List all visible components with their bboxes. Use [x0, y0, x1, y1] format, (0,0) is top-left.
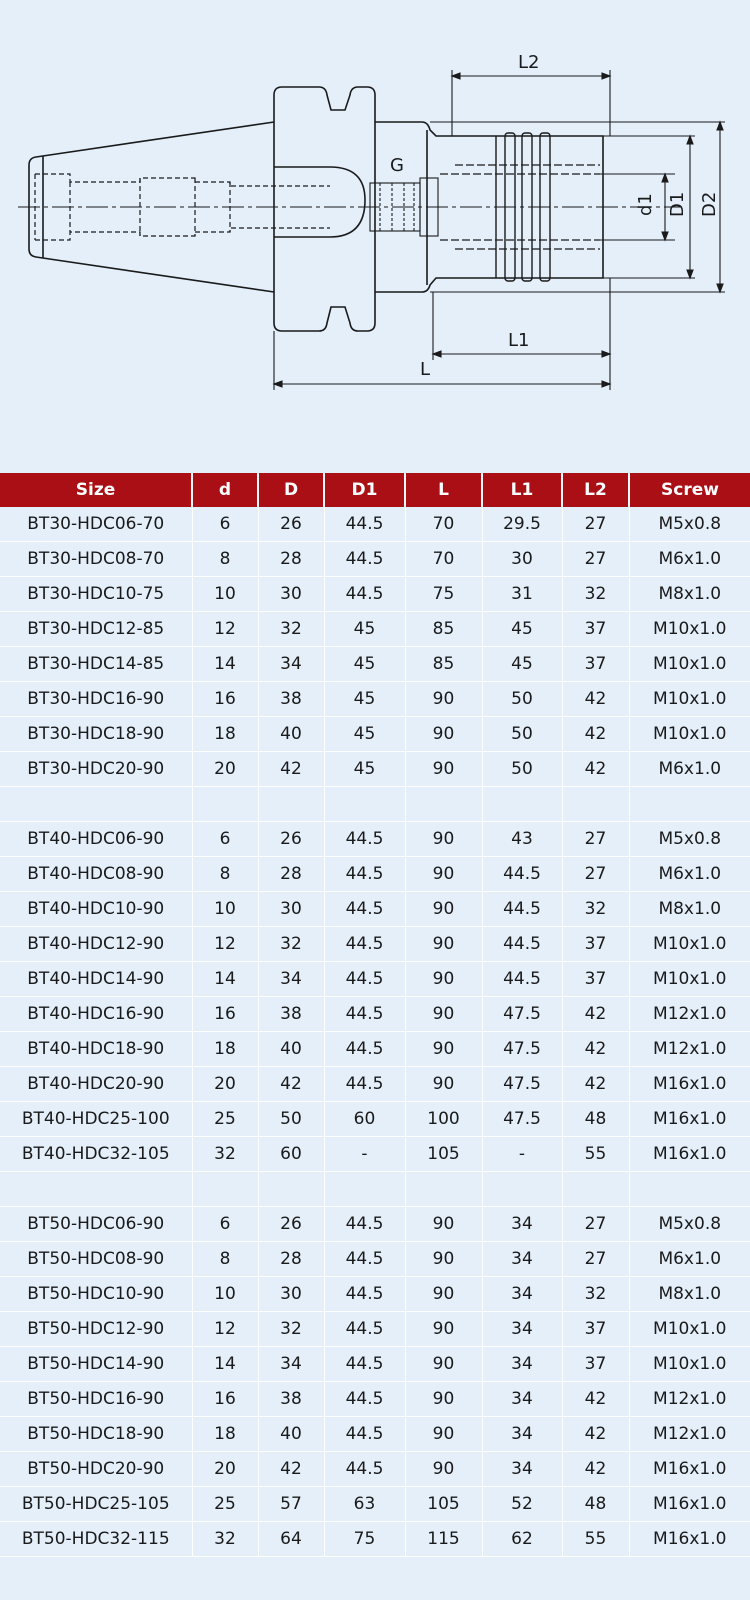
cell-size: BT50-HDC14-90: [0, 1347, 192, 1382]
cell-L2: 27: [562, 507, 629, 542]
cell-D1: 63: [324, 1487, 405, 1522]
cell-L1: 44.5: [482, 892, 562, 927]
cell-L: 100: [405, 1102, 482, 1137]
cell-L: 90: [405, 857, 482, 892]
table-row: [0, 682, 750, 717]
label-d1-large: D1: [667, 191, 688, 217]
flange: [274, 87, 375, 331]
cell-d: 8: [192, 542, 258, 577]
table-row: [0, 927, 750, 962]
cell-L2: 37: [562, 1312, 629, 1347]
cell-d: 10: [192, 1277, 258, 1312]
cell-size: BT40-HDC08-90: [0, 857, 192, 892]
cell-d: 10: [192, 892, 258, 927]
tool-holder-drawing: [0, 0, 750, 470]
cell-D1: 44.5: [324, 1207, 405, 1242]
cell-screw: M16x1.0: [629, 1137, 750, 1172]
cell-L2: 48: [562, 1487, 629, 1522]
label-g: G: [390, 155, 404, 176]
cell-L: 90: [405, 1347, 482, 1382]
cell-D1: [324, 787, 405, 822]
cell-screw: M8x1.0: [629, 892, 750, 927]
cell-size: BT40-HDC14-90: [0, 962, 192, 997]
cell-d: 12: [192, 927, 258, 962]
cell-D: 50: [258, 1102, 324, 1137]
cell-L2: 55: [562, 1522, 629, 1557]
cell-L2: 42: [562, 1382, 629, 1417]
cell-D: 32: [258, 1312, 324, 1347]
cell-L: 85: [405, 647, 482, 682]
cell-screw: M12x1.0: [629, 997, 750, 1032]
cell-D1: 44.5: [324, 822, 405, 857]
cell-D: 40: [258, 1032, 324, 1067]
cell-L: 75: [405, 577, 482, 612]
cell-L2: 48: [562, 1102, 629, 1137]
cell-L: 105: [405, 1487, 482, 1522]
cell-D: [258, 787, 324, 822]
cell-L1: -: [482, 1137, 562, 1172]
cell-size: [0, 1172, 192, 1207]
cell-screw: M12x1.0: [629, 1382, 750, 1417]
cell-size: BT50-HDC20-90: [0, 1452, 192, 1487]
cell-L1: 34: [482, 1277, 562, 1312]
cell-L2: 37: [562, 1347, 629, 1382]
cell-L1: 44.5: [482, 927, 562, 962]
cell-size: BT50-HDC06-90: [0, 1207, 192, 1242]
cell-D1: 44.5: [324, 1382, 405, 1417]
table-row: [0, 1382, 750, 1417]
cell-L2: 32: [562, 1277, 629, 1312]
header-D1: D1: [324, 473, 405, 507]
cell-L2: 32: [562, 577, 629, 612]
table-row: [0, 717, 750, 752]
cell-L1: 29.5: [482, 507, 562, 542]
cell-screw: M16x1.0: [629, 1452, 750, 1487]
cell-L1: 34: [482, 1242, 562, 1277]
cell-D: 26: [258, 822, 324, 857]
cell-screw: M10x1.0: [629, 1312, 750, 1347]
cell-L1: [482, 787, 562, 822]
cell-d: 12: [192, 612, 258, 647]
cell-d: 20: [192, 1452, 258, 1487]
cell-screw: M12x1.0: [629, 1417, 750, 1452]
cell-D1: 44.5: [324, 1452, 405, 1487]
cell-size: BT40-HDC25-100: [0, 1102, 192, 1137]
cell-L: [405, 1172, 482, 1207]
cell-L1: 30: [482, 542, 562, 577]
cell-D: 42: [258, 1067, 324, 1102]
cell-L1: 50: [482, 682, 562, 717]
cell-D1: 44.5: [324, 927, 405, 962]
cell-L: 90: [405, 717, 482, 752]
header-L: L: [405, 473, 482, 507]
cell-D1: -: [324, 1137, 405, 1172]
cell-D: 38: [258, 997, 324, 1032]
cell-size: BT50-HDC32-115: [0, 1522, 192, 1557]
cell-screw: M10x1.0: [629, 612, 750, 647]
cell-D1: 44.5: [324, 1242, 405, 1277]
cell-L: 90: [405, 1312, 482, 1347]
cell-size: BT40-HDC18-90: [0, 1032, 192, 1067]
cell-d: 12: [192, 1312, 258, 1347]
cell-D1: 44.5: [324, 507, 405, 542]
cell-d: 16: [192, 682, 258, 717]
cell-L1: 45: [482, 647, 562, 682]
cell-screw: M16x1.0: [629, 1102, 750, 1137]
cell-d: 32: [192, 1137, 258, 1172]
cell-d: 25: [192, 1102, 258, 1137]
dimension-lines: [274, 70, 725, 390]
cell-size: BT40-HDC06-90: [0, 822, 192, 857]
cell-L2: 37: [562, 962, 629, 997]
cell-L2: 42: [562, 717, 629, 752]
cell-D1: 44.5: [324, 1032, 405, 1067]
cell-size: BT40-HDC10-90: [0, 892, 192, 927]
table-row: [0, 1207, 750, 1242]
cell-D: 26: [258, 1207, 324, 1242]
cell-d: 14: [192, 962, 258, 997]
cell-D: 28: [258, 1242, 324, 1277]
cell-D: [258, 1172, 324, 1207]
cell-screw: M5x0.8: [629, 1207, 750, 1242]
cell-L1: 47.5: [482, 1067, 562, 1102]
cell-L1: 50: [482, 717, 562, 752]
cell-L2: 42: [562, 1032, 629, 1067]
cell-L: 90: [405, 1067, 482, 1102]
table-row: [0, 997, 750, 1032]
cell-screw: M12x1.0: [629, 1032, 750, 1067]
cell-L2: 37: [562, 927, 629, 962]
header-L1: L1: [482, 473, 562, 507]
cell-screw: [629, 1172, 750, 1207]
cell-L1: 34: [482, 1452, 562, 1487]
table-row: [0, 1452, 750, 1487]
cell-screw: [629, 787, 750, 822]
table-row: [0, 542, 750, 577]
cell-D: 30: [258, 892, 324, 927]
table-row: [0, 1032, 750, 1067]
technical-drawing-svg: [0, 0, 750, 470]
cell-size: BT50-HDC08-90: [0, 1242, 192, 1277]
cell-D: 38: [258, 1382, 324, 1417]
specification-table: [0, 473, 750, 1557]
cell-L: 90: [405, 1382, 482, 1417]
cell-L1: 44.5: [482, 962, 562, 997]
cell-D: 40: [258, 1417, 324, 1452]
cell-size: BT30-HDC12-85: [0, 612, 192, 647]
cell-D: 60: [258, 1137, 324, 1172]
cell-size: BT30-HDC08-70: [0, 542, 192, 577]
table-row: [0, 1102, 750, 1137]
cell-L: 90: [405, 892, 482, 927]
cell-screw: M5x0.8: [629, 507, 750, 542]
cell-size: BT50-HDC10-90: [0, 1277, 192, 1312]
cell-D1: 75: [324, 1522, 405, 1557]
cell-screw: M8x1.0: [629, 1277, 750, 1312]
cell-L1: 52: [482, 1487, 562, 1522]
cell-L1: 47.5: [482, 1102, 562, 1137]
header-L2: L2: [562, 473, 629, 507]
cell-d: 20: [192, 752, 258, 787]
cell-d: 18: [192, 717, 258, 752]
cell-D1: 44.5: [324, 1312, 405, 1347]
cell-size: BT40-HDC20-90: [0, 1067, 192, 1102]
cell-screw: M6x1.0: [629, 857, 750, 892]
cell-L1: 47.5: [482, 1032, 562, 1067]
table-row: [0, 822, 750, 857]
cell-L: 90: [405, 752, 482, 787]
cell-D: 42: [258, 752, 324, 787]
cell-D1: 45: [324, 752, 405, 787]
cell-L1: 34: [482, 1382, 562, 1417]
cell-L: 90: [405, 1277, 482, 1312]
cell-screw: M16x1.0: [629, 1522, 750, 1557]
cell-L: 90: [405, 822, 482, 857]
cell-d: 16: [192, 1382, 258, 1417]
cell-size: BT30-HDC20-90: [0, 752, 192, 787]
cell-screw: M6x1.0: [629, 752, 750, 787]
table-row: [0, 892, 750, 927]
cell-size: BT50-HDC25-105: [0, 1487, 192, 1522]
cell-D1: 44.5: [324, 997, 405, 1032]
cell-L: 90: [405, 1452, 482, 1487]
cell-L2: 55: [562, 1137, 629, 1172]
label-l1: L1: [508, 330, 530, 351]
cell-d: 6: [192, 1207, 258, 1242]
cell-screw: M10x1.0: [629, 927, 750, 962]
cell-screw: M6x1.0: [629, 542, 750, 577]
cell-size: BT30-HDC16-90: [0, 682, 192, 717]
cell-d: 8: [192, 1242, 258, 1277]
cell-D1: 60: [324, 1102, 405, 1137]
cell-size: BT30-HDC06-70: [0, 507, 192, 542]
table-spacer-row: [0, 787, 750, 822]
cell-L: 105: [405, 1137, 482, 1172]
cell-screw: M10x1.0: [629, 682, 750, 717]
cell-D: 64: [258, 1522, 324, 1557]
cell-D1: 45: [324, 717, 405, 752]
cell-d: 8: [192, 857, 258, 892]
header-D: D: [258, 473, 324, 507]
label-d2: D2: [699, 191, 720, 217]
cell-D: 38: [258, 682, 324, 717]
cell-D1: 45: [324, 682, 405, 717]
table-row: [0, 647, 750, 682]
cell-size: BT50-HDC12-90: [0, 1312, 192, 1347]
cell-L: 90: [405, 1207, 482, 1242]
cell-D: 40: [258, 717, 324, 752]
cell-L: 90: [405, 682, 482, 717]
cell-D1: 44.5: [324, 577, 405, 612]
cell-D1: 44.5: [324, 892, 405, 927]
cell-d: 14: [192, 647, 258, 682]
cell-L2: 27: [562, 822, 629, 857]
cell-L2: 42: [562, 752, 629, 787]
table-row: [0, 1242, 750, 1277]
cell-L1: [482, 1172, 562, 1207]
cell-L2: 32: [562, 892, 629, 927]
cell-D1: 44.5: [324, 1067, 405, 1102]
cell-size: BT40-HDC32-105: [0, 1137, 192, 1172]
cell-L2: [562, 1172, 629, 1207]
table-row: [0, 752, 750, 787]
cell-d: 25: [192, 1487, 258, 1522]
cell-screw: M5x0.8: [629, 822, 750, 857]
cell-D1: 44.5: [324, 1347, 405, 1382]
cell-L: 90: [405, 1032, 482, 1067]
cell-d: 18: [192, 1032, 258, 1067]
table-row: [0, 1067, 750, 1102]
cell-L1: 34: [482, 1417, 562, 1452]
table-row: [0, 1277, 750, 1312]
cell-size: BT30-HDC18-90: [0, 717, 192, 752]
cell-screw: M16x1.0: [629, 1067, 750, 1102]
cell-D: 30: [258, 577, 324, 612]
cell-D1: 44.5: [324, 857, 405, 892]
cell-screw: M16x1.0: [629, 1487, 750, 1522]
cell-L: 90: [405, 927, 482, 962]
cell-L2: 27: [562, 1207, 629, 1242]
cell-L1: 43: [482, 822, 562, 857]
cell-L2: 27: [562, 857, 629, 892]
cell-L1: 44.5: [482, 857, 562, 892]
cell-D: 34: [258, 1347, 324, 1382]
cell-L2: 27: [562, 1242, 629, 1277]
cell-L2: 42: [562, 682, 629, 717]
cell-D: 32: [258, 927, 324, 962]
cell-d: 6: [192, 822, 258, 857]
cell-D1: 44.5: [324, 1417, 405, 1452]
cell-screw: M10x1.0: [629, 1347, 750, 1382]
cell-size: BT50-HDC18-90: [0, 1417, 192, 1452]
cell-D: 26: [258, 507, 324, 542]
cell-L2: 42: [562, 1452, 629, 1487]
cell-size: BT40-HDC16-90: [0, 997, 192, 1032]
cell-d: 18: [192, 1417, 258, 1452]
table-body: [0, 507, 750, 1557]
cell-L2: 42: [562, 1067, 629, 1102]
cell-d: 16: [192, 997, 258, 1032]
cell-L2: 37: [562, 647, 629, 682]
table-row: [0, 857, 750, 892]
cell-d: 14: [192, 1347, 258, 1382]
cell-L2: 27: [562, 542, 629, 577]
cell-D1: 45: [324, 612, 405, 647]
table-row: [0, 577, 750, 612]
table-row: [0, 612, 750, 647]
cell-D: 28: [258, 542, 324, 577]
table-row: [0, 1137, 750, 1172]
cell-screw: M10x1.0: [629, 647, 750, 682]
cell-D: 30: [258, 1277, 324, 1312]
header-screw: Screw: [629, 473, 750, 507]
cell-screw: M10x1.0: [629, 717, 750, 752]
cell-d: [192, 787, 258, 822]
cell-size: BT30-HDC14-85: [0, 647, 192, 682]
table-row: [0, 1347, 750, 1382]
table-row: [0, 962, 750, 997]
label-l2: L2: [518, 52, 540, 73]
label-l: L: [420, 359, 431, 380]
cell-D1: 44.5: [324, 962, 405, 997]
cell-L1: 47.5: [482, 997, 562, 1032]
cell-D: 28: [258, 857, 324, 892]
header-d: d: [192, 473, 258, 507]
cell-L: [405, 787, 482, 822]
cell-L: 90: [405, 1417, 482, 1452]
cell-D: 34: [258, 647, 324, 682]
cell-L1: 31: [482, 577, 562, 612]
cell-d: 10: [192, 577, 258, 612]
cell-screw: M6x1.0: [629, 1242, 750, 1277]
cell-L: 90: [405, 997, 482, 1032]
cell-L: 85: [405, 612, 482, 647]
cell-d: [192, 1172, 258, 1207]
cell-D: 32: [258, 612, 324, 647]
cell-d: 32: [192, 1522, 258, 1557]
table-row: [0, 1417, 750, 1452]
header-size: Size: [0, 473, 192, 507]
cell-L: 90: [405, 1242, 482, 1277]
table-row: [0, 507, 750, 542]
cell-L1: 34: [482, 1207, 562, 1242]
cell-L2: 42: [562, 997, 629, 1032]
cell-L2: [562, 787, 629, 822]
cell-L1: 34: [482, 1347, 562, 1382]
table-spacer-row: [0, 1172, 750, 1207]
cell-L: 70: [405, 542, 482, 577]
cell-L1: 34: [482, 1312, 562, 1347]
cell-D: 34: [258, 962, 324, 997]
cell-L2: 37: [562, 612, 629, 647]
cell-size: BT30-HDC10-75: [0, 577, 192, 612]
cell-size: [0, 787, 192, 822]
cell-screw: M8x1.0: [629, 577, 750, 612]
table-row: [0, 1312, 750, 1347]
cell-d: 20: [192, 1067, 258, 1102]
cell-L1: 45: [482, 612, 562, 647]
cell-D1: 45: [324, 647, 405, 682]
cell-d: 6: [192, 507, 258, 542]
cell-size: BT50-HDC16-90: [0, 1382, 192, 1417]
cell-L: 70: [405, 507, 482, 542]
cell-L: 90: [405, 962, 482, 997]
cell-D: 42: [258, 1452, 324, 1487]
label-d1-small: d1: [635, 193, 656, 216]
cell-D1: 44.5: [324, 542, 405, 577]
cell-D1: 44.5: [324, 1277, 405, 1312]
cell-L2: 42: [562, 1417, 629, 1452]
table-header-row: [0, 473, 750, 507]
table-row: [0, 1487, 750, 1522]
cell-L1: 50: [482, 752, 562, 787]
cell-D: 57: [258, 1487, 324, 1522]
table-row: [0, 1522, 750, 1557]
cell-D1: [324, 1172, 405, 1207]
cell-screw: M10x1.0: [629, 962, 750, 997]
cell-L1: 62: [482, 1522, 562, 1557]
cell-size: BT40-HDC12-90: [0, 927, 192, 962]
cell-L: 115: [405, 1522, 482, 1557]
